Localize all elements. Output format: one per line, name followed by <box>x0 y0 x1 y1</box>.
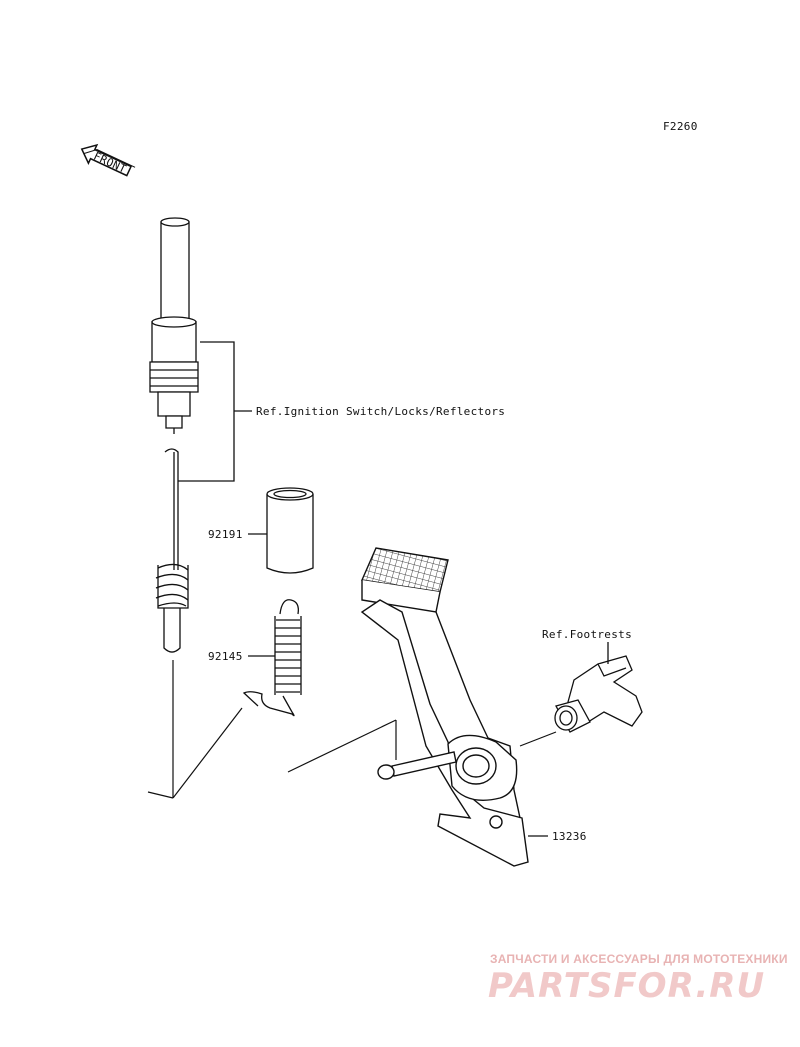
ignition-ref-label: Ref.Ignition Switch/Locks/Reflectors <box>256 405 506 418</box>
watermark-logo: PARTSFOR.RU <box>488 966 766 1006</box>
switch-rod-spring <box>156 449 188 652</box>
front-label: FRONT <box>91 149 129 176</box>
footrest-bracket <box>555 656 642 732</box>
footrests-ref-label: Ref.Footrests <box>542 628 632 641</box>
brake-light-switch <box>150 218 198 434</box>
front-arrow-icon <box>78 140 137 182</box>
part-92145-spring <box>244 600 301 716</box>
part-92145-label: 92145 <box>208 650 243 663</box>
watermark-tagline: ЗАПЧАСТИ И АКСЕССУАРЫ ДЛЯ МОТОТЕХНИКИ <box>490 952 788 966</box>
part-13236-brake-pedal <box>362 548 528 866</box>
part-92191-sleeve <box>267 488 313 573</box>
part-13236-label: 13236 <box>552 830 587 843</box>
part-92191-label: 92191 <box>208 528 243 541</box>
figure-code: F2260 <box>663 120 698 133</box>
